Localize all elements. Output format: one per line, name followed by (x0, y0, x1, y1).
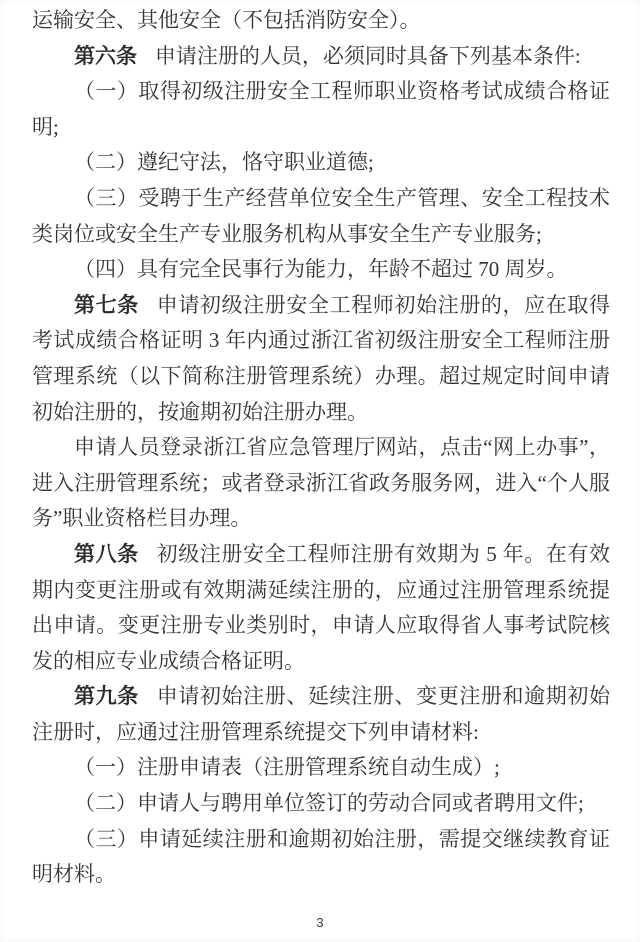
paragraph (32, 145, 610, 181)
paragraph (32, 750, 610, 786)
paragraph (32, 3, 610, 39)
paragraph-text: 初级注册安全工程师注册有效期为 5 年。在有效期内变更注册或有效期满延续注册的，应通过注册管理系统提出申请。变更注册专业类别时，申请人应取得省人事考试院核发的相应专业成绩合格证明。 (32, 541, 611, 673)
paragraph (32, 288, 610, 430)
article-number: 第七条 (74, 293, 139, 317)
document-body (32, 3, 610, 893)
paragraph (32, 786, 610, 822)
paragraph-text: （一）注册申请表（注册管理系统自动生成）; (74, 755, 500, 780)
paragraph-text: （二）遵纪守法，恪守职业道德; (74, 150, 374, 175)
paragraph-text: 申请初级注册安全工程师初始注册的，应在取得考试成绩合格证明 3 年内通过浙江省初级注册安全工程师注册管理系统（以下简称注册管理系统）办理。超过规定时间申请初始注册的，按逾期初始注册办理。 (32, 292, 611, 424)
paragraph (32, 822, 610, 893)
paragraph (32, 74, 610, 145)
article-number: 第九条 (74, 685, 139, 709)
paragraph-text: 运输安全、其他安全（不包括消防安全）。 (32, 8, 421, 32)
paragraph-text: （三）受聘于生产经营单位安全生产管理、安全工程技术类岗位或安全生产专业服务机构从事安全生产专业服务; (32, 185, 610, 246)
paragraph (32, 679, 610, 750)
paragraph-text: 申请注册的人员，必须同时具备下列基本条件: (154, 43, 581, 68)
paragraph (32, 181, 610, 252)
paragraph (32, 252, 610, 288)
paragraph-text: 申请初始注册、延续注册、变更注册和逾期初始注册时，应通过注册管理系统提交下列申请材料: (32, 684, 611, 744)
paragraph-text: （二）申请人与聘用单位签订的劳动合同或者聘用文件; (74, 791, 584, 816)
paragraph (32, 430, 610, 537)
paragraph-text: （一）取得初级注册安全工程师职业资格考试成绩合格证明; (32, 79, 610, 139)
article-number: 第八条 (74, 542, 139, 566)
article-number: 第六条 (74, 44, 137, 68)
page-number: 3 (316, 915, 324, 930)
paragraph (32, 537, 610, 679)
paragraph-text: （四）具有完全民事行为能力，年龄不超过 70 周岁。 (74, 257, 568, 282)
paragraph-text: （三）申请延续注册和逾期初始注册，需提交继续教育证明材料。 (32, 826, 610, 887)
paragraph-text: 申请人员登录浙江省应急管理厅网站，点击“网上办事”，进入注册管理系统；或者登录浙江省政务服务网，进入“个人服务”职业资格栏目办理。 (32, 435, 610, 531)
paragraph (32, 39, 610, 75)
